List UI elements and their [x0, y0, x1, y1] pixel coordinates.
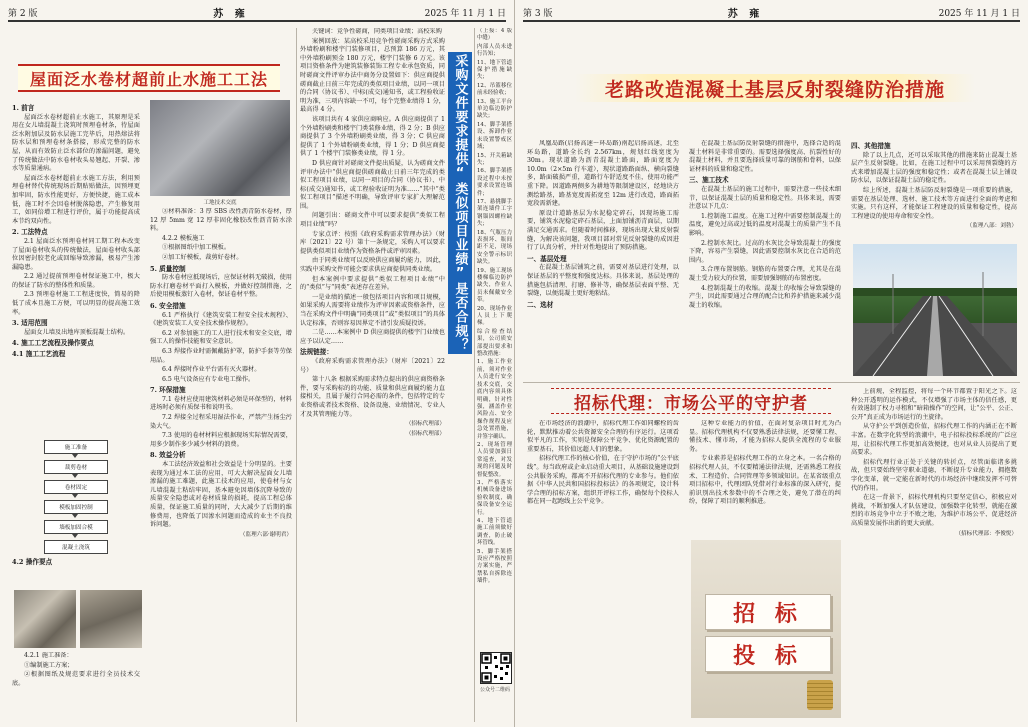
- section-heading: 二、选材: [527, 300, 554, 309]
- paragraph: 7.1 卷材应使用建筑材料必须是环保型的，材料进场时必须有质保书和说明书。: [150, 395, 292, 412]
- second-headline: [551, 388, 831, 414]
- tender-block: [705, 594, 831, 630]
- tender-blocks-image: [691, 540, 841, 718]
- paragraph: 7.3 使用的卷材材料应根据现场实际情况需要，用多少制作多少减少材料的浪费。: [150, 432, 292, 448]
- flow-step: 施工准备: [44, 440, 108, 454]
- tender-word: 招 标: [733, 600, 803, 627]
- paragraph: 17、悬挑脚手架连墙件工字钢锚固螺栓缺失；: [477, 198, 512, 228]
- paragraph: 从守护公平到创造价值，招标代理工作的内涵正在不断丰富。在数字化转型的浪潮中，电子招标投标系统的广泛应用，让招标代理工作更加高效便捷，也对从业人员提出了更高要求。: [851, 423, 1017, 457]
- qr-code[interactable]: [480, 652, 512, 684]
- paragraph: 综上所述，混凝土基层防反射裂缝是一项重要的措施，需要在基层处理、选材、施工技术等方面进行全面的考虑和实施。只有这样，才能保证工程建设的质量和稳定性，提高工程建设的使用寿命和安全性。: [851, 186, 1017, 220]
- right-col-3: [851, 140, 1017, 240]
- left-col-1-bottom: [12, 556, 140, 586]
- paragraph: 20、现场作业人员上下爬梯。: [477, 305, 512, 327]
- paragraph: 15、开关箱缺失；: [477, 152, 512, 166]
- paragraph: 4.控制混凝土的收缩。混凝土的收缩会导致裂缝的产生，因此需要通过合理的配合比和养护措施来减少混凝土的收缩。: [689, 284, 841, 309]
- paragraph: 2、现场管理人员要加强日常巡查，对发现的问题及时督促整改。: [477, 441, 512, 478]
- flow-arrow: [72, 474, 78, 478]
- paragraph: 屋面女儿墙及出地库顶板混凝土结构。: [24, 328, 130, 336]
- paragraph: 内部人员未进行告知；: [477, 43, 512, 58]
- paragraph: 上前规，全程监控，将每一个环节都置于阳光之下。这种公开透明的运作模式，不仅增强了市场主体的信任感，更有效遏制了权力寻租和“暗箱操作”的空间，让“公平、公正、公开”真正成为市场运行的主旋律。: [851, 388, 1017, 421]
- paragraph: 6.3 焊接作业时需佩戴防护罩，防护手套等劳保用品。: [150, 347, 292, 364]
- paragraph: 4、地下管道施工前须做好调查，防止破坏管线。: [477, 518, 512, 547]
- section-heading: 7. 环保措施: [150, 386, 186, 395]
- paragraph: 7.2 焊接全过程采用湿法作业，严禁产生扬尘污染大气。: [150, 414, 292, 430]
- paragraph: 专家点评：按照《政府采购需求管理办法》（财库〔2021〕22 号）第十一条规定，采购人可以要求提供类似项目业绩作为资格条件或评审因素。: [300, 230, 445, 255]
- section-heading: 2. 工法特点: [12, 228, 48, 237]
- paragraph: 本工法经济效益和社会效益是十分明显的。主要表现为通过本工法的应用，可大大解决屋面女儿墙渗漏的施工难题，此施工技术的应用，使卷材与女儿墙混凝土粘结牢固，基本避免因墙体沉降导致的质量安全隐患或对卷材质量的损耗，提高工程总体质量，保证施工质量的同时，大大减少了后期的维修费用，也降低了因渗水问题而造成的业主不良投诉问题。: [150, 461, 292, 529]
- section-heading: 法规链接：: [300, 348, 333, 357]
- byline: （监理六部·谢明君）: [239, 531, 292, 538]
- left-col-3: [300, 28, 445, 718]
- section-divider: [523, 382, 1020, 383]
- section-heading: 5. 质量控制: [150, 264, 186, 273]
- paragraph: 2.3 预埋卷材施工工程进度快，简易的降低了成本且施工方便，可以明显的提高施工效率。: [12, 291, 140, 316]
- road-photo: [853, 244, 1017, 376]
- paragraph: 11、地下管道保护措施缺失；: [477, 59, 512, 81]
- paragraph: 招标代理工作的核心价值，在于守护市场的“公平底线”。每当政府或企业启动重大项目，从基础设施建设到公共服务采购，都离不开招标代理的专业参与。他们依据《中华人民共和国招标投标法》的各项规定，设计科学合理的招标方案，组织开评标工作，确保每个投标人都在同一起跑线上公平竞争。: [527, 455, 679, 506]
- paragraph: 16、脚手架搭设过程中未按要求设置连墙件；: [477, 168, 512, 197]
- qr-code-icon: [481, 653, 511, 683]
- paragraph: ②加工好模板，裁剪好卷材。: [162, 253, 243, 261]
- paragraph: 1.控制施工温度。在施工过程中需要控制混凝土的温度，避免过高或过低的温度对混凝土的质量产生不良影响。: [689, 212, 841, 237]
- paragraph: 二是……本案例中 D 供应商提供的楼宇门业绩也应予以认定……: [300, 329, 445, 345]
- paragraph: ③材料准备：3 厚 SBS 改性沥青防水卷材，厚 12 厚 5mm 宽 12 厚非固化橡胶改性沥青防水涂料。: [150, 208, 292, 233]
- qr-caption: 公众号二维码: [479, 687, 510, 693]
- right-masthead: 苏 雍: [727, 8, 764, 20]
- left-headline-text: 屋面泛水卷材超前止水施工工法: [29, 69, 268, 89]
- paragraph: 凤凰岛路(启扬高速～环岛路)南起启扬高速，北至环岛路，道路全长约 2.567km，规划红线宽度为 30m。现状道路为沥青混凝土路面，路面宽度为 10.0m（2×5m 行车道），现状道路路面纵、横向裂缝多，路面破损严重，道路行车舒适度不佳，使用功能严重下降。因道路两侧多为耕地等限制建设区，经地块方测绘路基，路基宽度需拓宽至 12m 进行改造，路面拓宽段需新建。: [527, 140, 679, 208]
- left-date: 2025 年 11 月 1 日: [424, 8, 506, 19]
- paragraph: （上接：4 版中缝）: [477, 28, 512, 42]
- paragraph: 1、施工作业前，须对作业人员进行安全技术交底，交底内容须具体明确，针对性强，涵盖作业风险点、安全操作规程及应急处置措施，并签字确认。: [477, 359, 512, 440]
- paragraph: 《政府采购需求管理办法》（财库〔2021〕22 号）: [300, 357, 445, 374]
- left-col-5: [477, 28, 512, 648]
- byline: （招标代理部：李俊悦）: [955, 530, 1017, 537]
- section-heading: 一、基层处理: [527, 254, 567, 263]
- right-col-1: [527, 140, 679, 376]
- paragraph: 专业素养是招标代理工作的立身之本。一名合格的招标代理人员，不仅要精通法律法规，还需熟悉工程技术、工程造价、合同管理等多领域知识。在某省级重点项目招标中，代理团队凭借对行业标准的深入研究，提前识别出技术参数中的不合理之处，避免了潜在的纠纷，保障了项目的顺利推进。: [689, 455, 841, 506]
- technical-briefing-photo: [150, 100, 290, 196]
- right-page-header: [523, 4, 1020, 22]
- paragraph: 问题引出：磋商文件中可以要求提供“类似工程项目业绩”吗？: [300, 212, 445, 229]
- left-col-2: [150, 208, 292, 718]
- paragraph: ①根据图纸中加工模板。: [162, 244, 231, 252]
- flow-arrow: [72, 514, 78, 518]
- paragraph: 14、脚手架搭设、拆卸作业未设置警戒区域；: [477, 121, 512, 151]
- flow-step: 混凝土浇筑: [44, 540, 108, 554]
- flow-arrow: [72, 534, 78, 538]
- paragraph: 该项目共有 4 家供应商响应。A 供应商提供了 1 个外墙粉刷类和楼宇门类装修业绩，得 2 分；B 供应商提供了 3 个外墙粉刷类业绩，得 3 分；C 供应商提供了 1 个外墙粉刷类业绩，得 1 分；D 供应商提供了 1 个楼宇门装修类业绩，得 1 分。: [300, 115, 445, 158]
- right-page-number: 第 3 版: [523, 8, 553, 19]
- photo-caption: 工地技术交底: [203, 200, 237, 206]
- paragraph: 综合检查结果，公司质安部提出要求和整改措施：: [477, 328, 512, 358]
- paragraph: 6.4 焊接时作业平台需有灭火器材。: [162, 366, 261, 374]
- flow-step: 裁剪卷材: [44, 460, 108, 474]
- paragraph: 19、施工现场楼梯临边防护缺失，作业人员未佩戴安全带。: [477, 267, 512, 304]
- paragraph: ①编制施工方案；: [24, 661, 74, 669]
- column-divider: [474, 28, 475, 722]
- right-date: 2025 年 11 月 1 日: [938, 8, 1020, 19]
- right-headline: [575, 74, 975, 102]
- paragraph: 18、气瓶压力表损坏、瓶间距不足，现场安全警示标识缺失。: [477, 229, 512, 266]
- paragraph: 3.合理布置钢筋。钢筋的布置要合理，尤其是在混凝土受力较大的位置，需要加强钢筋的布置密度。: [689, 266, 841, 282]
- left-headline: [18, 64, 280, 92]
- right-bottom-col-2: [689, 420, 841, 534]
- section-heading: 4.2 操作要点: [12, 558, 53, 566]
- paragraph: 4.2.1 施工准备：: [24, 652, 73, 659]
- paragraph: 在混凝土基层的施工过程中，需要注意一些技术细节，以保证混凝土层的质量和稳定性。具体来说，需要注意以下几点：: [689, 185, 841, 211]
- column-divider: [296, 28, 297, 722]
- coin-stack: [807, 680, 833, 710]
- paragraph: 2.控制水灰比。过高的水灰比会导致混凝土的强度下降，容易产生裂缝，因此需要控制水灰比在合适的范围内。: [689, 239, 841, 264]
- paragraph: 原设计道路基层为水泥稳定碎石，因现场施工需要，铺筑水泥稳定碎石基层，上面加铺沥青面层，以期满足交通需求。但随着时间推移，现场出现大量反射裂缝，为解决该问题，我项目部对常见反射裂缝的成因进行了认真分析，并针对性地提出了预防措施。: [527, 209, 679, 252]
- paragraph: 但本案例中要求提供“类似工程项目业绩”中的“类似”与“同类”表述存在差异。: [300, 275, 445, 292]
- section-heading: 1. 前言: [12, 104, 35, 112]
- flow-step: 卷材固定: [44, 480, 108, 494]
- paragraph: D 供应商针对磋商文件提出质疑，认为磋商文件评审办法中“供应商提供磋商截止日前三年完成的类似工程项目业绩，以同一项目的合同（协议书）、中标(成交)通知书，或工程验收证明为准……”其中“类似工程项目”描述不明确，导致评审专家扩大理解范围。: [300, 159, 445, 210]
- paragraph: 3、严格落实机械设备进场验收制度，确保设备安全运行。: [477, 479, 512, 516]
- paragraph: 6.2 对参加施工的工人进行技术和安全交底，增强工人的操作技能和安全意识。: [150, 329, 292, 346]
- flow-arrow: [72, 454, 78, 458]
- paragraph: 6.1 严格执行《建筑安装工程安全技术规程》、《建筑安装工人安全技术操作规程》。: [150, 311, 292, 328]
- road-illustration: [853, 244, 1017, 376]
- flow-step: 模板加固控制: [44, 500, 108, 514]
- section-heading: 6. 安全措施: [150, 301, 186, 310]
- left-page-header: [8, 4, 506, 22]
- paragraph: 除了以上几点，还可以采取其他的措施来防止混凝土基层产生反射裂缝。比如，在施工过程中可以采用预裂缝的方式来增加混凝土层的强度和稳定性；或者在混凝土层上铺设防水层，以保证混凝土层的稳定性。: [851, 151, 1017, 185]
- paragraph: 第十八条 根据采购需求特点提出的供应商资格条件，要与采购标的的功能、质量和供应商履约能力直接相关，且属于履行合同必需的条件，包括特定的专业资格或者技术资格、设备设施、业绩情况、专业人才及其管理能力等。: [300, 376, 445, 418]
- byline: （监理八部：刘勃）: [966, 223, 1017, 230]
- paragraph: 屋面泛水卷材超前止水施工方法，利用预埋卷材替代传统现场后期贴贴做法，因预埋更加牢固，防水性能更好，方便快捷，施工成本低，施工时不会因卷材脱落隐患，产生修复用工，如同倍增工程进行评价，属于功能提高成本节约双向性。: [12, 174, 140, 225]
- paragraph: 防水卷材应抵现场后，应保证材料无破损，使用防水打磨卷材平面打入模板，并做好控制措施，之后使用模板蒸钉入卷材，保证卷材平整。: [150, 274, 292, 299]
- paragraph: 12、吊篮移位前未经验收；: [477, 82, 512, 97]
- right-col-2: [689, 140, 841, 376]
- vertical-headline: 采购文件要求提供“类似项目业绩”是否合规？: [448, 52, 472, 354]
- right-bottom-col-3: [851, 388, 1017, 718]
- left-col-1-steps: [12, 652, 140, 718]
- section-heading: 三、施工技术: [689, 176, 729, 185]
- section-heading: 3. 适用范围: [12, 319, 48, 328]
- left-masthead: 苏 雍: [213, 8, 249, 20]
- right-page: [515, 0, 1028, 727]
- paragraph: 2.2 通过提前预埋卷材保证施工中，极大的保证了防水的整体性和质量。: [12, 273, 140, 289]
- second-headline-text: 招标代理：市场公平的守护者: [574, 393, 808, 414]
- paragraph: 2.1 屋面泛水预埋卷材同工期工程本改变了屋面卷材收头的传统做法，屋面卷材收头部位因密封胶老化或回缩导致渗漏，极易产生渗漏隐患。: [12, 237, 140, 271]
- bid-word: 投 标: [733, 642, 803, 669]
- paragraph: 在混凝土基层防反射裂缝的措施中，选择合适的混凝土材料是非常重要的。需要选择强度高、抗裂性好的混凝土材料，并且要选择质量可靠的钢筋和骨料，以保证材料的质量和稳定性。: [689, 140, 841, 173]
- section-heading: 8. 效益分析: [150, 451, 186, 460]
- section-heading: 四、其他措施: [851, 142, 891, 150]
- paragraph: 由于同类业绩可以反映供应商履约能力，因此，实践中采购文件可能会要求供应商提供同类业绩。: [300, 257, 445, 274]
- section-heading: 4.1 施工工艺流程: [12, 350, 66, 359]
- paragraph: 在市场经济的浪潮中，招标代理工作如同螺栓的齿轮，默默推动着公共资源安全合理的有序运行。这项看似平凡的工作，实则是保障公平竞争、优化资源配置的重要基石，其价值远超人们的想象。: [527, 420, 679, 453]
- paragraph: 这种专业能力的价值，在面对复杂项目时尤为凸显。招标代理机构不仅要熟悉法律法规，还要懂工程、懂技术、懂市场，才能为招标人提供全流程的专业服务。: [689, 420, 841, 453]
- paragraph: 在这一背景下，招标代理机构只要坚定信心，积极应对挑战，不断加强人才队伍建设，加强数字化转型，就能在激烈的市场竞争中立于不败之地，为维护市场公平、促进经济高质量发展作出新的更大贡献。: [851, 494, 1017, 527]
- bid-block: [705, 636, 831, 672]
- left-page-number: 第 2 版: [8, 8, 38, 19]
- right-headline-text: 老路改造混凝土基层反射裂缝防治措施: [604, 78, 945, 101]
- construction-photo: [14, 590, 76, 648]
- paragraph: 招标代理行业正处于关键的转折点，尽管面临诸多挑战，但只要始终坚守职业道德，不断提升专业能力，拥抱数字化变革，就一定能在新时代的市场经济中继续发挥不可替代的作用。: [851, 458, 1017, 492]
- construction-photo: [80, 590, 142, 648]
- paragraph: 5、脚手架搭设应严格按照方案实施，严禁私自拆除连墙件。: [477, 548, 512, 585]
- paragraph: 13、施工平台单边临边防护缺失；: [477, 98, 512, 120]
- paragraph: 屋面泛水卷材超前止水施工，其原理是采用在女儿墙混凝土浇筑时预埋卷材条，待屋面泛水附加层及防水层施工完毕后，用热熔法将防水层和预埋卷材条搭接，形成完整的防水屋，从而有效防止泛水部位的渗漏问题，避免了传统做法中防水卷材收头易翘起、开裂、渗水等质量通病。: [12, 113, 140, 173]
- flow-arrow: [72, 494, 78, 498]
- flow-step: 墙板加固合模: [44, 520, 108, 534]
- paragraph: 一是业绩的描述一般包括项目内容和项目规模，如果采购人需要将业绩作为评审因素或资格条件，应当在采购文件中明确“同类项目”或“类似项目”的具体认定标准，否则容易因界定不清引发质疑投诉。: [300, 293, 445, 327]
- section-heading: 4. 施工工艺流程及操作要点: [12, 339, 94, 348]
- paragraph: 在混凝土基层铺筑之前，需要对基层进行处理，以保证基层的平整度和强度达标。具体来说，基层处理的措施包括清理、打磨、修补等，确保基层表面平整、无裂缝，以便混凝土更好地粘结。: [527, 264, 679, 298]
- byline: （招标代理部）: [405, 421, 445, 428]
- paragraph: 关键词：竞争性磋商，同类项目业绩；高校采购: [312, 28, 442, 35]
- paragraph: 案例回放：某高校采用竞争性磋商采购方式采购外墙粉刷和楼宇门装修项目，总预算 186 万元，其中外墙粉刷预金 180 万元，楼宇门装修 6 万元。该项目资格条件为建筑装修装饰工程专业承包资质，同时磋商文件评审办法中商务分设置如下：供应商提供磋商截止日前三年完成的类似项目业绩，以同一项目的合同（协议书）、中标(成交)通知书，或工程验收证明为准，三项内容缺一不可，每个完整业绩得 1 分，最高得 4 分。: [300, 37, 445, 114]
- right-bottom-col-1: [527, 420, 679, 718]
- byline: （招标代理部）: [405, 430, 445, 437]
- left-col-1: [12, 102, 140, 432]
- paragraph: 4.2.2 模板施工: [162, 234, 205, 242]
- paragraph: ②根据图纸及规范要求进行全员技术交底。: [12, 671, 140, 687]
- paragraph: 6.5 电气设备应有专业电工操作。: [162, 375, 255, 383]
